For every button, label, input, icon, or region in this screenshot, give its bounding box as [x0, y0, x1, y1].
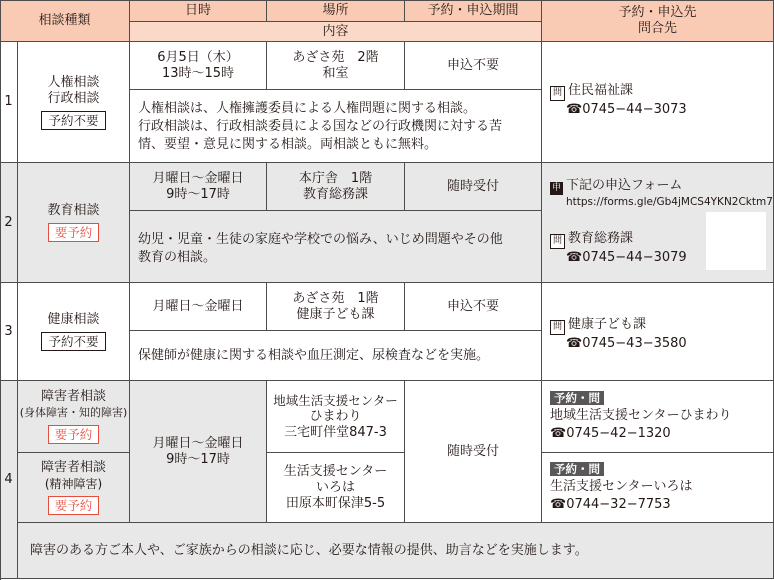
row2-type: [18, 163, 130, 283]
row3-contact-tel: ☎0745−43−3580: [566, 336, 687, 351]
row4-number: [0, 381, 18, 579]
row3-place-line1: あざさ苑 1階: [292, 290, 379, 306]
row2-datetime: [130, 163, 267, 211]
row4-content-line1: 障害のある方ご本人や、ご家族からの相談に応じ、必要な情報の提供、助言などを実施します。: [30, 542, 588, 558]
row4-badge-a: 要予約: [48, 425, 100, 444]
application-icon: 申: [551, 183, 561, 193]
row3-contact-name-line: [550, 316, 646, 335]
row4-content: [18, 523, 774, 579]
header-contact: [542, 0, 774, 42]
row3-type: [18, 283, 130, 381]
row1-content-line3: 情、要望・意見に関する相談。両相談ともに無料。: [138, 137, 438, 152]
header-place-label: 場所: [322, 2, 349, 18]
row1-date-line1: 6月5日（木）: [157, 49, 239, 65]
row2-type-line1: 教育相談: [47, 203, 100, 218]
row1-contact-name-line: [550, 82, 633, 101]
row1-type: [18, 42, 130, 163]
row2-number-text: 2: [4, 214, 13, 230]
row3-badge: 予約不要: [41, 332, 105, 351]
row1-type-line1: 人権相談: [47, 74, 100, 90]
row4-type-b-line2: (精神障害): [44, 477, 103, 491]
row2-content-line1: 幼児・児童・生徒の家庭や学校での悩み、いじめ問題やその他: [138, 232, 503, 247]
header-contact-line1: 予約・申込先: [618, 4, 697, 20]
row3-type-line1: 健康相談: [47, 312, 100, 327]
header-period-label: 予約・申込期間: [427, 2, 519, 18]
row3-place: [267, 283, 405, 331]
row2-apply-text: 下記の申込フォーム: [566, 178, 683, 193]
row4-date-line2: 9時～17時: [166, 451, 230, 467]
row3-datetime: [130, 283, 267, 331]
row2-badge: 要予約: [48, 223, 100, 242]
row1-datetime: [130, 42, 267, 90]
row2-apply-url[interactable]: https://forms.gle/Gb4jMCS4YKN2Cktm7: [566, 196, 773, 208]
row4-type-a-line1: 障害者相談: [40, 389, 106, 404]
row4-contact-b-tel: ☎0744−32−7753: [550, 497, 671, 512]
row1-content: [130, 90, 542, 163]
row2-contact-tel: ☎0745−44−3079: [566, 250, 687, 265]
row1-place: [267, 42, 405, 90]
inquiry-icon: 問: [550, 234, 565, 249]
row3-contact: [542, 283, 774, 381]
row4-contact-a-name: 地域生活支援センターひまわり: [550, 408, 732, 423]
row4-place-a-line2: ひまわり: [309, 408, 362, 424]
row4-place-a: [267, 381, 405, 453]
row4-contact-a: [542, 381, 774, 453]
row3-number-text: 3: [4, 323, 13, 339]
row4-type-a: [18, 381, 130, 453]
row2-contact-name-line: [550, 230, 633, 249]
row4-place-a-line1: 地域生活支援センター: [273, 392, 398, 408]
row2-contact-name: 教育総務課: [568, 231, 634, 246]
row4-type-b-line1: 障害者相談: [40, 460, 106, 475]
row2-period-text: 随時受付: [446, 178, 499, 194]
row4-contact-b-name: 生活支援センターいろは: [550, 479, 693, 494]
row2-date-line2: 9時～17時: [166, 186, 230, 202]
inquiry-icon: 問: [550, 320, 565, 335]
row1-period-text: 申込不要: [446, 57, 499, 73]
header-period: [405, 0, 542, 22]
row2-number: [0, 163, 18, 283]
row1-date-line2: 13時～15時: [161, 65, 235, 81]
header-content: [130, 22, 542, 42]
header-contact-line2: 問合先: [637, 20, 677, 36]
row4-badge-b: 要予約: [48, 496, 100, 515]
row1-number: [0, 42, 18, 163]
header-content-label: 内容: [322, 23, 349, 39]
row1-place-line2: 和室: [322, 65, 349, 81]
row2-place: [267, 163, 405, 211]
row3-content-line1: 保健師が健康に関する相談や血圧測定、尿検査などを実施。: [138, 347, 490, 363]
reservation-inquiry-tag: 予約・問: [550, 462, 604, 476]
row4-number-text: 4: [4, 471, 13, 487]
row3-place-line2: 健康子ども課: [296, 306, 375, 322]
inquiry-icon: 問: [550, 86, 565, 101]
row2-content-line2: 教育の相談。: [138, 250, 217, 265]
row4-place-a-line3: 三宅町伴堂847-3: [284, 424, 387, 440]
row1-content-line2: 行政相談は、行政相談委員による国などの行政機関に対する苦: [138, 119, 503, 134]
reservation-inquiry-tag: 予約・問: [550, 391, 604, 405]
header-datetime-label: 日時: [184, 2, 211, 18]
row3-date-line1: 月曜日～金曜日: [152, 298, 244, 314]
row3-period: [405, 283, 542, 331]
header-datetime: [130, 0, 267, 22]
row3-number: [0, 283, 18, 381]
redaction-block: [706, 212, 766, 270]
row2-place-line2: 教育総務課: [302, 186, 368, 202]
header-type-label: 相談種類: [38, 12, 91, 28]
row4-period: [405, 381, 542, 523]
row2-period: [405, 163, 542, 211]
header-type: [0, 0, 130, 42]
row1-type-line2: 行政相談: [47, 90, 100, 106]
row2-apply-line: [550, 177, 682, 195]
row4-contact-b: [542, 453, 774, 523]
row1-contact: [542, 42, 774, 163]
row4-datetime: [130, 381, 267, 523]
row1-number-text: 1: [4, 94, 13, 109]
row1-place-line1: あざさ苑 2階: [292, 49, 379, 65]
row4-place-b-line3: 田原本町保津5-5: [285, 495, 386, 511]
row2-content: [130, 211, 542, 283]
row3-content: [130, 331, 542, 381]
row4-period-text: 随時受付: [446, 443, 499, 459]
row3-contact-name: 健康子ども課: [568, 317, 647, 332]
row2-date-line1: 月曜日～金曜日: [152, 170, 244, 186]
row1-content-line1: 人権相談は、人権擁護委員による人権問題に関する相談。: [138, 101, 477, 116]
row4-date-line1: 月曜日～金曜日: [152, 435, 244, 451]
header-place: [267, 0, 405, 22]
row4-place-b-line1: 生活支援センター: [283, 463, 388, 479]
row4-type-b: [18, 453, 130, 523]
row1-contact-tel: ☎0745−44−3073: [566, 102, 687, 117]
row1-period: [405, 42, 542, 90]
row4-contact-a-tel: ☎0745−42−1320: [550, 426, 671, 441]
row4-place-b-line2: いろは: [315, 479, 355, 495]
row3-period-text: 申込不要: [446, 298, 499, 314]
row2-place-line1: 本庁舎 1階: [298, 170, 373, 186]
row1-badge: 予約不要: [41, 111, 105, 130]
row4-place-b: [267, 453, 405, 523]
row1-contact-name: 住民福祉課: [568, 83, 634, 98]
row4-type-a-line2: (身体障害・知的障害): [19, 406, 128, 419]
